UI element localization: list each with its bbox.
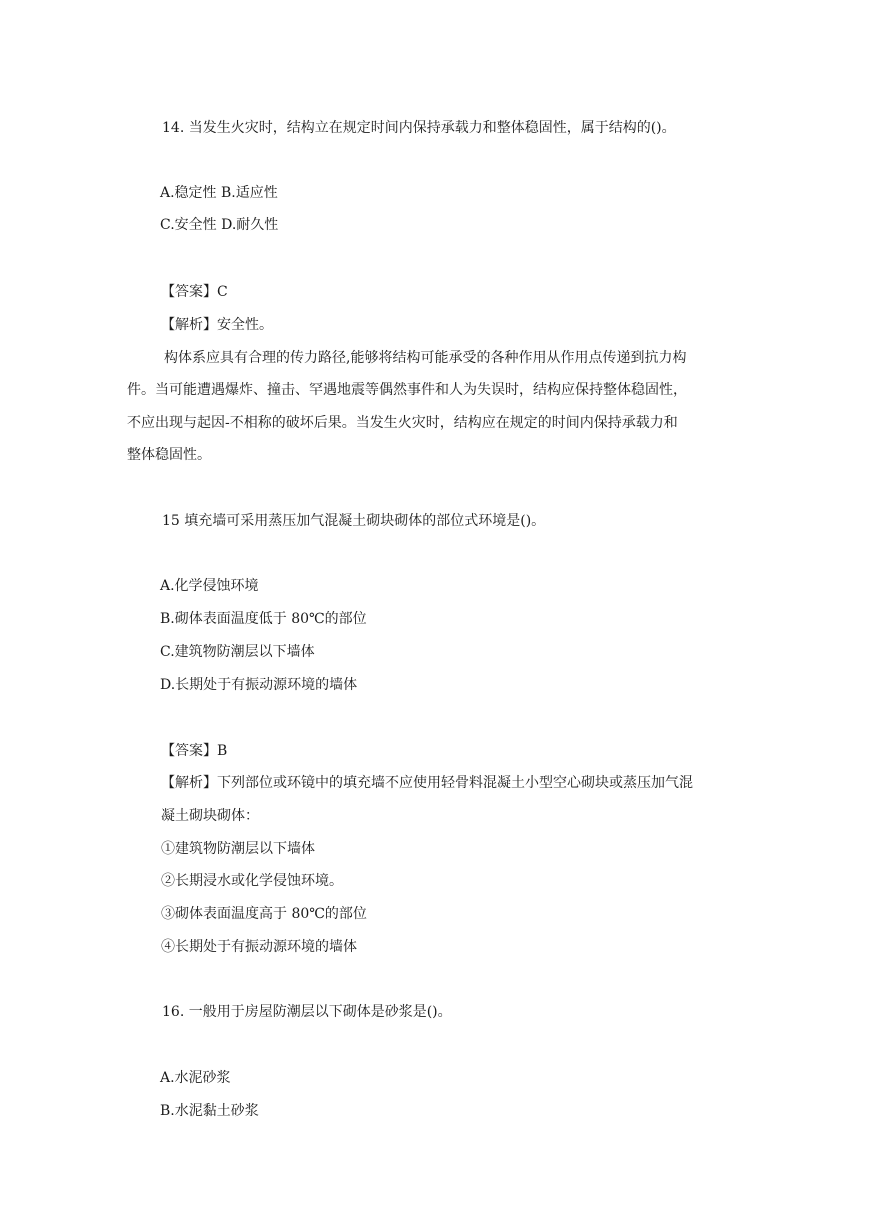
question-15-option: C.建筑物防潮层以下墙体 xyxy=(160,644,315,660)
question-15-answer: 【答案】B xyxy=(161,743,228,759)
question-15-analysis-line: 凝土砌块砌体： xyxy=(161,808,259,824)
question-15-list-item: ④长期处于有振动源环境的墙体 xyxy=(161,939,357,955)
question-15-option: D.长期处于有振动源环境的墙体 xyxy=(160,677,358,693)
question-15-list-item: ②长期浸水或化学侵蚀环境。 xyxy=(161,873,343,889)
question-15-option: B.砌体表面温度低于 80℃的部位 xyxy=(160,611,367,627)
question-16-option: B.水泥黏土砂浆 xyxy=(160,1103,259,1119)
question-15-list-item: ③砌体表面温度高于 80℃的部位 xyxy=(161,906,367,922)
question-14-analysis-line: 整体稳固性。 xyxy=(127,447,211,463)
question-14-text: 14. 当发生火灾时，结构立在规定时间内保持承载力和整体稳固性，属于结构的()。 xyxy=(162,120,676,136)
question-15-text: 15 填充墙可采用蒸压加气混凝土砌块砌体的部位式环境是()。 xyxy=(162,513,546,529)
question-14-analysis-line: 不应出现与起因-不相称的破坏后果。当发生火灾时，结构应在规定的时间内保持承载力和 xyxy=(127,415,678,431)
question-14-option-ab: A.稳定性 B.适应性 xyxy=(160,185,278,201)
question-16-text: 16. 一般用于房屋防潮层以下砌体是砂浆是()。 xyxy=(162,1004,452,1020)
question-15-option: A.化学侵蚀环境 xyxy=(160,578,259,594)
question-15-list-item: ①建筑物防潮层以下墙体 xyxy=(161,841,315,857)
question-15-analysis-line: 【解析】下列部位或环镜中的填充墙不应使用轻骨料混凝土小型空心砌块或蒸压加气混 xyxy=(161,775,693,791)
question-16-option: A.水泥砂浆 xyxy=(160,1070,231,1086)
question-14-analysis-line: 件。当可能遭遇爆炸、撞击、罕遇地震等偶然事件和人为失误时，结构应保持整体稳固性， xyxy=(127,382,687,398)
question-14-answer: 【答案】C xyxy=(161,284,228,300)
question-14-analysis-line: 构体系应具有合理的传力路径,能够将结构可能承受的各种作用从作用点传递到抗力构 xyxy=(164,350,687,366)
question-14-option-cd: C.安全性 D.耐久性 xyxy=(160,217,279,233)
question-14-analysis-title: 【解析】安全性。 xyxy=(161,317,273,333)
